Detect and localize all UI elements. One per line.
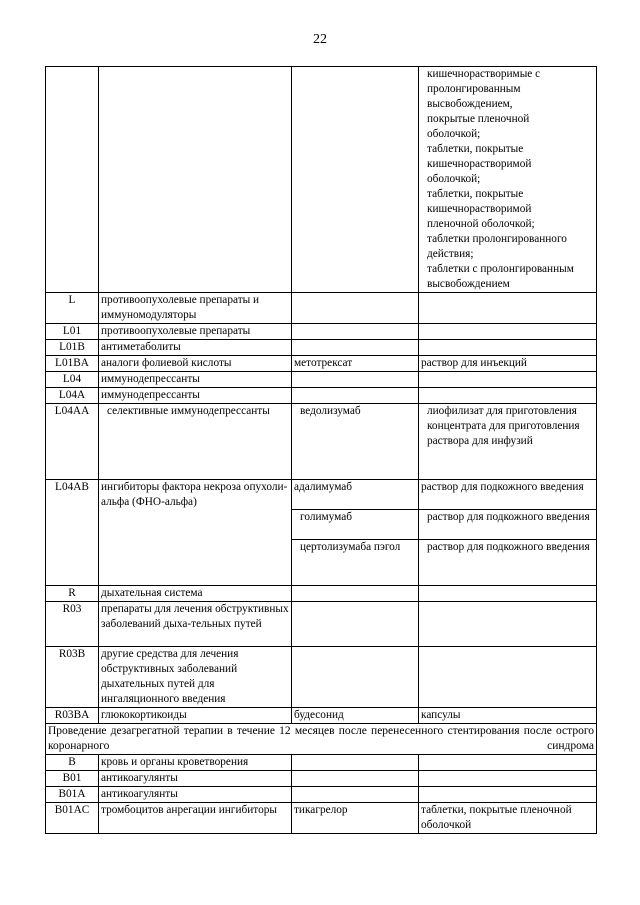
code-cell: R [46, 586, 99, 602]
name-cell: тромбоцитов анрегации ингибиторы [99, 803, 292, 834]
drug-cell [292, 67, 419, 293]
drug-cell [292, 324, 419, 340]
form-line: таблетки пролонгированного [427, 233, 567, 245]
drug-table [45, 66, 597, 834]
form-line: таблетки с пролонгированным [427, 263, 574, 275]
form-cell [419, 388, 597, 404]
code-cell: L01B [46, 340, 99, 356]
code-cell: L04 [46, 372, 99, 388]
form-line: действия; [427, 248, 474, 260]
drug-cell [292, 771, 419, 787]
drug-cell [292, 647, 419, 708]
code-cell: B01 [46, 771, 99, 787]
form-line: кишечнорастворимой [427, 158, 532, 170]
drug-cell [292, 787, 419, 803]
form-line: оболочкой; [427, 173, 481, 185]
table-row [46, 755, 597, 771]
form-cell: лиофилизат для приготовления концентрата для приготовления раствора для инфузий [419, 404, 597, 480]
form-line: пролонгированным [427, 83, 521, 95]
name-cell: антикоагулянты [99, 787, 292, 803]
form-cell: раствор для подкожного введения [419, 480, 597, 510]
code-cell [46, 67, 99, 293]
name-cell: аналоги фолиевой кислоты [99, 356, 292, 372]
table-row [46, 602, 597, 647]
name-cell: дыхательная система [99, 586, 292, 602]
drug-cell: будесонид [292, 708, 419, 724]
section-heading: Проведение дезагрегатной терапии в течение 12 месяцев после перенесенного стентирования после острого коронарного синдрома [46, 724, 597, 755]
drug-cell: метотрексат [292, 356, 419, 372]
form-cell [419, 372, 597, 388]
code-cell: R03BA [46, 708, 99, 724]
table-row [46, 787, 597, 803]
table-row [46, 372, 597, 388]
code-cell: L04AA [46, 404, 99, 480]
table-row-continuation [46, 67, 597, 293]
table-row [46, 647, 597, 708]
section-heading-row [46, 724, 597, 755]
code-cell: R03B [46, 647, 99, 708]
form-cell [419, 340, 597, 356]
code-cell: L01BA [46, 356, 99, 372]
form-cell [419, 602, 597, 647]
drug-cell: ведолизумаб [292, 404, 419, 480]
drug-cell: голимумаб [292, 510, 419, 540]
form-line: таблетки, покрытые [427, 188, 524, 200]
drug-cell [292, 586, 419, 602]
form-cell [419, 67, 597, 293]
drug-cell: цертолизумаба пэгол [292, 540, 419, 586]
form-line: кишечнорастворимые с [427, 68, 541, 80]
form-line: таблетки, покрытые [427, 143, 524, 155]
code-cell: B [46, 755, 99, 771]
table-row [46, 771, 597, 787]
code-cell: L [46, 293, 99, 324]
code-cell: R03 [46, 602, 99, 647]
table-row [46, 708, 597, 724]
drug-cell [292, 293, 419, 324]
drug-cell: адалимумаб [292, 480, 419, 510]
drug-cell [292, 755, 419, 771]
table-row [46, 388, 597, 404]
name-cell: другие средства для лечения обструктивных заболеваний дыхательных путей для ингаляционного введения [99, 647, 292, 708]
table-row [46, 803, 597, 834]
name-cell: антикоагулянты [99, 771, 292, 787]
table-row [46, 324, 597, 340]
form-line: покрытые пленочной [427, 113, 530, 125]
code-cell: L04AB [46, 480, 99, 586]
drug-cell [292, 388, 419, 404]
name-cell: иммунодепрессанты [99, 388, 292, 404]
form-cell: капсулы [419, 708, 597, 724]
form-cell [419, 787, 597, 803]
code-cell: B01AC [46, 803, 99, 834]
table-row [46, 404, 597, 480]
name-cell: ингибиторы фактора некроза опухоли-альфа (ФНО-альфа) [99, 480, 292, 586]
form-cell [419, 647, 597, 708]
name-cell: препараты для лечения обструктивных заболеваний дыха-тельных путей [99, 602, 292, 647]
form-cell [419, 293, 597, 324]
form-cell: раствор для подкожного введения [419, 510, 597, 540]
form-line: высвобождением, [427, 98, 513, 110]
drug-cell [292, 602, 419, 647]
code-cell: L01 [46, 324, 99, 340]
name-cell: иммунодепрессанты [99, 372, 292, 388]
name-cell: противоопухолевые препараты [99, 324, 292, 340]
name-cell: противоопухолевые препараты и иммуномодуляторы [99, 293, 292, 324]
drug-cell [292, 372, 419, 388]
form-line: пленочной оболочкой; [427, 218, 535, 230]
name-cell: антиметаболиты [99, 340, 292, 356]
table-row [46, 586, 597, 602]
page-number: 22 [313, 32, 327, 47]
name-cell: глюкокортикоиды [99, 708, 292, 724]
form-cell [419, 771, 597, 787]
form-line: кишечнорастворимой [427, 203, 532, 215]
table-row [46, 293, 597, 324]
form-cell [419, 324, 597, 340]
form-cell [419, 755, 597, 771]
table-row [46, 340, 597, 356]
name-cell [99, 67, 292, 293]
form-cell: раствор для инъекций [419, 356, 597, 372]
form-cell: таблетки, покрытые пленочной оболочкой [419, 803, 597, 834]
table-row [46, 356, 597, 372]
form-line: оболочкой; [427, 128, 481, 140]
drug-cell: тикагрелор [292, 803, 419, 834]
form-cell [419, 586, 597, 602]
code-cell: L04A [46, 388, 99, 404]
table-row [46, 480, 597, 510]
name-cell: селективные иммунодепрессанты [99, 404, 292, 480]
name-cell: кровь и органы кроветворения [99, 755, 292, 771]
code-cell: B01A [46, 787, 99, 803]
drug-cell [292, 340, 419, 356]
form-cell: раствор для подкожного введения [419, 540, 597, 586]
form-line: высвобождением [427, 278, 510, 290]
